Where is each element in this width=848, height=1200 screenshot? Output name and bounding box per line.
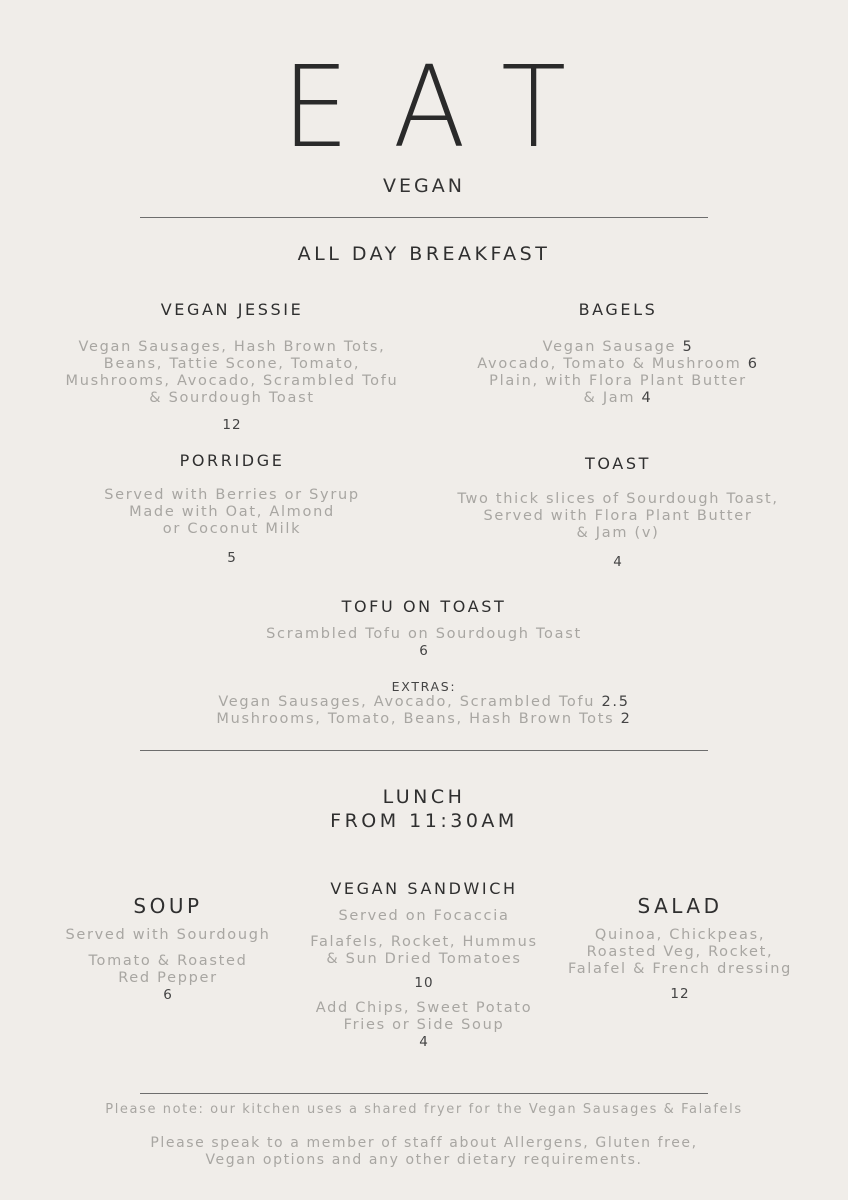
option-text: Mushrooms, Tomato, Beans, Hash Brown Tots (216, 711, 615, 727)
item-served: Served with Sourdough (65, 927, 271, 943)
description-line: Beans, Tattie Scone, Tomato, (103, 356, 361, 372)
menu-item-porridge (32, 451, 432, 566)
item-heading: SOUP (133, 894, 203, 918)
lunch-section-title (0, 785, 848, 833)
option-text: Plain, with Flora Plant Butter (489, 373, 747, 389)
option-price: 4 (641, 390, 653, 406)
description-line: Falafels, Rocket, Hummus (310, 934, 538, 950)
addon-description (274, 1000, 574, 1034)
item-heading: VEGAN JESSIE (160, 300, 304, 319)
brand-title: EAT (281, 43, 610, 173)
menu-item-vegan-jessie (32, 300, 432, 433)
item-description (418, 491, 818, 542)
addon-line: Fries or Side Soup (343, 1017, 505, 1033)
item-description (30, 953, 306, 987)
option-text: & Jam (583, 390, 636, 406)
extras-block (0, 679, 848, 728)
description-line: Red Pepper (118, 970, 218, 986)
brand-subtitle: VEGAN (383, 175, 465, 197)
menu-item-toast (418, 454, 818, 570)
description-line: Made with Oat, Almond (129, 504, 335, 520)
item-heading: PORRIDGE (179, 451, 285, 470)
item-price: 6 (419, 643, 429, 659)
item-description (540, 927, 820, 978)
description-line: Falafel & French dressing (568, 961, 792, 977)
item-description (274, 934, 574, 968)
option-price: 2.5 (601, 694, 630, 710)
menu-item-bagels (418, 300, 818, 407)
description-line: or Coconut Milk (162, 521, 302, 537)
allergen-note (0, 1135, 848, 1169)
item-description (32, 487, 432, 538)
item-description (32, 339, 432, 407)
menu-item-tofu-on-toast (0, 597, 848, 659)
option-price: 2 (620, 711, 632, 727)
bagel-option (418, 356, 818, 373)
option-text: Vegan Sausage (542, 339, 677, 355)
option-text: Avocado, Tomato & Mushroom (477, 356, 742, 372)
item-price: 6 (163, 987, 173, 1003)
item-price: 4 (613, 554, 623, 570)
item-price: 12 (670, 986, 690, 1002)
extras-option (0, 711, 848, 728)
divider-top (140, 217, 708, 218)
item-heading: BAGELS (578, 300, 658, 319)
description-line: Served with Flora Plant Butter (483, 508, 753, 524)
item-heading: TOFU ON TOAST (341, 597, 507, 616)
divider-middle (140, 750, 708, 751)
item-served: Served on Focaccia (338, 908, 510, 924)
option-price: 6 (747, 356, 759, 372)
description-line: Roasted Veg, Rocket, (586, 944, 774, 960)
menu-item-salad (540, 894, 820, 1002)
item-heading: VEGAN SANDWICH (330, 879, 518, 898)
description-line: Two thick slices of Sourdough Toast, (457, 491, 779, 507)
bagel-option (418, 339, 818, 356)
description-line: & Jam (v) (576, 525, 660, 541)
description-line: Quinoa, Chickpeas, (594, 927, 766, 943)
item-price: 5 (227, 550, 237, 566)
item-heading: TOAST (585, 454, 651, 473)
lunch-time: FROM 11:30AM (330, 810, 518, 832)
allergen-line: Please speak to a member of staff about Allergens, Gluten free, (150, 1135, 698, 1151)
description-line: Vegan Sausages, Hash Brown Tots, (78, 339, 386, 355)
item-heading: SALAD (637, 894, 723, 918)
extras-heading: EXTRAS: (391, 679, 457, 694)
lunch-title: LUNCH (382, 786, 466, 808)
item-price: 12 (222, 417, 242, 433)
allergen-line: Vegan options and any other dietary requirements. (205, 1152, 643, 1168)
option-text: Vegan Sausages, Avocado, Scrambled Tofu (218, 694, 596, 710)
description-line: & Sun Dried Tomatoes (326, 951, 522, 967)
breakfast-section-title: ALL DAY BREAKFAST (297, 243, 551, 265)
bagel-option (418, 373, 818, 390)
item-price: 10 (414, 975, 434, 991)
item-description (0, 626, 848, 643)
description-line: Tomato & Roasted (88, 953, 248, 969)
description-line: Served with Berries or Syrup (104, 487, 360, 503)
addon-price: 4 (419, 1034, 429, 1050)
extras-option (0, 694, 848, 711)
addon-line: Add Chips, Sweet Potato (315, 1000, 533, 1016)
menu-item-soup (30, 894, 306, 1003)
option-price: 5 (682, 339, 694, 355)
menu-item-vegan-sandwich (274, 879, 574, 1050)
fryer-note: Please note: our kitchen uses a shared fryer for the Vegan Sausages & Falafels (105, 1102, 743, 1117)
description-line: Scrambled Tofu on Sourdough Toast (266, 626, 582, 642)
description-line: Mushrooms, Avocado, Scrambled Tofu (65, 373, 399, 389)
bagel-option (418, 390, 818, 407)
divider-bottom (140, 1093, 708, 1094)
description-line: & Sourdough Toast (149, 390, 315, 406)
extras-list (0, 694, 848, 728)
item-description (418, 339, 818, 407)
